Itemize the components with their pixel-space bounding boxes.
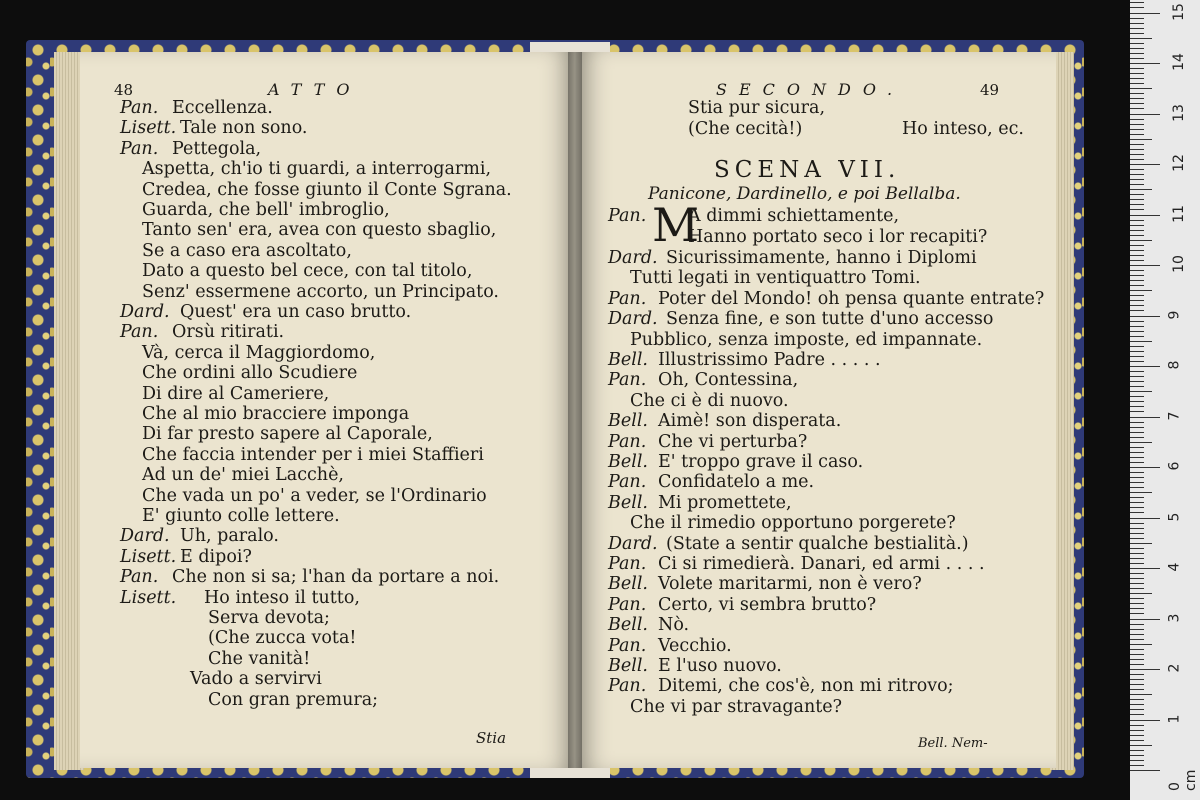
verse-line: Ho inteso, ec. (902, 119, 1024, 139)
speaker: Pan. (120, 138, 159, 159)
ruler-tick (1130, 371, 1144, 372)
scene-title: SCENA VII. (714, 157, 901, 183)
ruler-tick (1130, 644, 1152, 645)
ruler-tick (1130, 477, 1144, 478)
ruler-tick (1130, 699, 1144, 700)
verse-line: A dimmi schiettamente, (688, 206, 900, 226)
ruler-tick (1130, 593, 1152, 594)
ruler-tick (1130, 225, 1144, 226)
ruler-tick (1130, 73, 1144, 74)
ruler-tick (1130, 154, 1144, 155)
ruler-tick (1130, 204, 1144, 205)
ruler-tick (1130, 265, 1160, 266)
verse-line: Volete maritarmi, non è vero? (658, 574, 922, 595)
speaker: Pan. (608, 635, 647, 656)
ruler-tick (1130, 300, 1144, 301)
ruler-tick (1130, 2, 1144, 3)
ruler-tick (1130, 467, 1160, 468)
ruler-tick (1130, 457, 1144, 458)
ruler-number: 1 (1166, 714, 1183, 723)
verse-line: Ho inteso il tutto, (204, 587, 360, 608)
verse-line: Pubblico, senza imposte, ed impannate. (630, 329, 983, 350)
ruler-tick (1130, 709, 1144, 710)
ruler-tick (1130, 230, 1144, 231)
verse-line: Hanno portato seco i lor recapiti? (688, 227, 988, 247)
verse-line: E l'uso nuovo. (658, 656, 782, 676)
verse-line: Vado a servirvi (190, 669, 322, 690)
ruler-number: 13 (1170, 103, 1187, 122)
ruler-tick (1130, 654, 1144, 655)
ruler-tick (1130, 33, 1144, 34)
ruler-tick (1130, 199, 1144, 200)
verse-line: Ditemi, che cos'è, non mi ritrovo; (658, 676, 954, 697)
left-page (80, 52, 576, 768)
verse-line: Che faccia intender per i miei Staffieri (142, 444, 484, 465)
verse-line: Vecchio. (658, 635, 732, 656)
verse-line: Che vi par stravagante? (630, 696, 842, 717)
page-number: 49 (980, 81, 1000, 99)
ruler-tick (1130, 174, 1144, 175)
ruler-tick (1130, 245, 1144, 246)
ruler-tick (1130, 714, 1144, 715)
verse-line: Di dire al Cameriere, (142, 383, 330, 404)
ruler-tick (1130, 280, 1144, 281)
ruler-tick (1130, 356, 1144, 357)
speaker: Bell. (608, 350, 648, 370)
speaker: Pan. (608, 288, 647, 309)
ruler-tick (1130, 401, 1144, 402)
ruler-tick (1130, 725, 1144, 726)
ruler-tick (1130, 159, 1144, 160)
ruler-tick (1130, 750, 1144, 751)
verse-line: Orsù ritirati. (172, 322, 285, 343)
ruler-tick (1130, 704, 1144, 705)
ruler-tick (1130, 422, 1144, 423)
spine-bottom (530, 768, 610, 778)
ruler-tick (1130, 411, 1144, 412)
ruler-tick (1130, 538, 1144, 539)
ruler-number: 5 (1166, 512, 1183, 521)
speaker: Pan. (120, 567, 159, 588)
ruler-tick (1130, 63, 1160, 64)
verse-line: Certo, vi sembra brutto? (658, 594, 877, 615)
catchword: Bell. Nem- (918, 736, 988, 751)
ruler-tick (1130, 341, 1152, 342)
ruler-tick (1130, 361, 1144, 362)
speaker: Lisett. (120, 587, 177, 608)
ruler-tick (1130, 68, 1144, 69)
ruler-tick (1130, 583, 1144, 584)
gutter-shadow (568, 52, 582, 768)
ruler-tick (1130, 518, 1160, 519)
ruler-tick (1130, 28, 1144, 29)
ruler-number: 7 (1166, 411, 1183, 420)
ruler-tick (1130, 209, 1144, 210)
ruler-tick (1130, 53, 1144, 54)
ruler-tick (1130, 568, 1160, 569)
ruler-tick (1130, 578, 1144, 579)
ruler-tick (1130, 482, 1144, 483)
verse-line: Và, cerca il Maggiordomo, (142, 342, 376, 363)
speaker: Pan. (608, 206, 647, 226)
ruler-tick (1130, 598, 1144, 599)
ruler-tick (1130, 563, 1144, 564)
ruler-tick (1130, 664, 1144, 665)
ruler-tick (1130, 720, 1160, 721)
verse-line: (State a sentir qualche bestialità.) (666, 533, 969, 554)
ruler-tick (1130, 417, 1160, 418)
ruler-tick (1130, 88, 1152, 89)
speaker: Dard. (608, 248, 658, 268)
ruler-number: 3 (1166, 613, 1183, 622)
ruler-tick (1130, 38, 1152, 39)
verse-line: Che non si sa; l'han da portare a noi. (172, 567, 500, 588)
ruler-tick (1130, 528, 1144, 529)
ruler-tick (1130, 7, 1144, 8)
verse-line: E' troppo grave il caso. (658, 452, 864, 472)
ruler-tick (1130, 235, 1144, 236)
ruler-tick (1130, 512, 1144, 513)
measuring-ruler (1130, 0, 1200, 800)
ruler-tick (1130, 447, 1144, 448)
ruler-tick (1130, 406, 1144, 407)
ruler-tick (1130, 103, 1144, 104)
verse-line: Che vanità! (208, 648, 311, 669)
ruler-tick (1130, 285, 1144, 286)
verse-line: Stia pur sicura, (688, 98, 826, 118)
ruler-number: 12 (1170, 154, 1187, 172)
verse-line: Senza fine, e son tutte d'uno accesso (666, 309, 994, 330)
ruler-tick (1130, 144, 1144, 145)
ruler-tick (1130, 588, 1144, 589)
ruler-tick (1130, 134, 1144, 135)
ruler-tick (1130, 93, 1144, 94)
speaker: Pan. (608, 431, 647, 452)
speaker: Dard. (120, 526, 170, 547)
ruler-tick (1130, 619, 1160, 620)
speaker: Pan. (608, 370, 647, 391)
verse-line: Oh, Contessina, (658, 370, 799, 391)
ruler-tick (1130, 351, 1144, 352)
ruler-tick (1130, 119, 1144, 120)
ruler-tick (1130, 740, 1144, 741)
verse-line: Uh, paralo. (180, 526, 279, 547)
ruler-tick (1130, 310, 1144, 311)
ruler-tick (1130, 220, 1144, 221)
ruler-tick (1130, 149, 1144, 150)
speaker: Bell. (608, 492, 648, 513)
verse-line: Nò. (658, 615, 690, 636)
ruler-tick (1130, 492, 1152, 493)
ruler-tick (1130, 366, 1160, 367)
ruler-tick (1130, 316, 1160, 317)
ruler-tick (1130, 497, 1144, 498)
ruler-unit-label: 0 cm (1167, 769, 1199, 791)
verse-line: Che ci è di nuovo. (630, 390, 789, 411)
speaker: Pan. (608, 676, 647, 697)
ruler-tick (1130, 735, 1144, 736)
verse-line: Confidatelo a me. (658, 472, 815, 493)
ruler-tick (1130, 523, 1144, 524)
ruler-tick (1130, 194, 1144, 195)
ruler-tick (1130, 553, 1144, 554)
catchword: Stia (476, 729, 507, 747)
ruler-tick (1130, 760, 1144, 761)
ruler-tick (1130, 295, 1144, 296)
verse-line: Che il rimedio opportuno porgerete? (630, 513, 956, 534)
ruler-tick (1130, 139, 1152, 140)
verse-line: Che vi perturba? (658, 431, 808, 452)
speaker: Bell. (608, 411, 648, 432)
verse-line: Aspetta, ch'io ti guardi, a interrogarmi, (142, 159, 492, 180)
verse-line: Serva devota; (208, 608, 330, 628)
ruler-tick (1130, 689, 1144, 690)
verse-line: Credea, che fosse giunto il Conte Sgrana. (142, 179, 512, 200)
speaker: Dard. (608, 533, 658, 554)
ruler-tick (1130, 629, 1144, 630)
speaker: Bell. (608, 452, 648, 472)
verse-line: (Che cecità!) (688, 119, 803, 139)
speaker: Lisett. (120, 118, 177, 139)
ruler-tick (1130, 487, 1144, 488)
ruler-tick (1130, 184, 1144, 185)
ruler-tick (1130, 507, 1144, 508)
ruler-tick (1130, 164, 1160, 165)
verse-line: Tutti legati in ventiquattro Tomi. (630, 268, 921, 289)
speaker: Pan. (120, 322, 159, 343)
ruler-tick (1130, 336, 1144, 337)
ruler-tick (1130, 48, 1144, 49)
ruler-tick (1130, 326, 1144, 327)
ruler-tick (1130, 215, 1160, 216)
verse-line: Che ordini allo Scudiere (142, 363, 358, 384)
verse-line: Ad un de' miei Lacchè, (142, 465, 344, 486)
speaker: Bell. (608, 615, 648, 636)
page-number: 48 (114, 81, 134, 99)
ruler-tick (1130, 502, 1144, 503)
ruler-tick (1130, 275, 1144, 276)
ruler-tick (1130, 603, 1144, 604)
ruler-tick (1130, 694, 1152, 695)
verse-line: Con gran premura; (208, 689, 379, 710)
verse-line: Mi promettete, (658, 492, 792, 513)
verse-line: E' giunto colle lettere. (142, 506, 340, 526)
ruler-tick (1130, 386, 1144, 387)
verse-line: (Che zucca vota! (208, 628, 357, 649)
ruler-tick (1130, 376, 1144, 377)
ruler-tick (1130, 639, 1144, 640)
ruler-tick (1130, 169, 1144, 170)
speaker: Pan. (608, 554, 647, 574)
ruler-tick (1130, 684, 1144, 685)
ruler-tick (1130, 755, 1144, 756)
ruler-tick (1130, 437, 1144, 438)
ruler-tick (1130, 114, 1160, 115)
verse-line: Ci si rimedierà. Danari, ed armi . . . . (658, 554, 985, 574)
ruler-number: 2 (1166, 663, 1183, 673)
ruler-tick (1130, 98, 1144, 99)
ruler-number: 10 (1170, 255, 1187, 273)
ruler-tick (1130, 548, 1144, 549)
ruler-tick (1130, 321, 1144, 322)
ruler-tick (1130, 381, 1144, 382)
verse-line: Dato a questo bel cece, con tal titolo, (142, 261, 473, 282)
verse-line: Eccellenza. (172, 98, 273, 118)
ruler-tick (1130, 305, 1144, 306)
speaker: Dard. (608, 309, 658, 330)
ruler-tick (1130, 250, 1144, 251)
ruler-tick (1130, 679, 1144, 680)
ruler-tick (1130, 608, 1144, 609)
ruler-tick (1130, 659, 1144, 660)
ruler-tick (1130, 290, 1152, 291)
scene-cast: Panicone, Dardinello, e poi Bellalba. (648, 184, 961, 204)
ruler-tick (1130, 43, 1144, 44)
speaker: Bell. (608, 656, 648, 676)
verse-line: Aimè! son disperata. (658, 411, 842, 432)
right-page (576, 52, 1056, 768)
ruler-tick (1130, 129, 1144, 130)
ruler-number: 14 (1170, 53, 1187, 71)
verse-line: Che al mio bracciere imponga (142, 404, 410, 424)
running-head: ATTO (268, 80, 362, 99)
ruler-number: 9 (1166, 310, 1183, 319)
ruler-tick (1130, 260, 1144, 261)
ruler-tick (1130, 543, 1152, 544)
speaker: Dard. (120, 302, 170, 322)
verse-line: Di far presto sapere al Caporale, (142, 424, 433, 445)
ruler-tick (1130, 179, 1144, 180)
ruler-tick (1130, 649, 1144, 650)
verse-line: E dipoi? (180, 546, 252, 567)
verse-line: Pettegola, (172, 138, 262, 159)
ruler-tick (1130, 83, 1144, 84)
ruler-tick (1130, 108, 1144, 109)
ruler-tick (1130, 442, 1152, 443)
verse-line: Che vada un po' a veder, se l'Ordinario (142, 485, 487, 506)
ruler-number: 8 (1166, 360, 1183, 370)
ruler-tick (1130, 624, 1144, 625)
ruler-tick (1130, 745, 1152, 746)
ruler-tick (1130, 472, 1144, 473)
ruler-number: 15 (1170, 2, 1187, 21)
ruler-tick (1130, 558, 1144, 559)
ruler-tick (1130, 765, 1144, 766)
verse-line: Se a caso era ascoltato, (142, 240, 352, 261)
ruler-number: 4 (1166, 562, 1183, 572)
ruler-tick (1130, 613, 1144, 614)
ruler-tick (1130, 674, 1144, 675)
ruler-tick (1130, 573, 1144, 574)
ruler-tick (1130, 427, 1144, 428)
speaker: Lisett. (120, 546, 177, 567)
ruler-tick (1130, 124, 1144, 125)
ruler-tick (1130, 396, 1144, 397)
verse-line: Illustrissimo Padre . . . . . (658, 350, 881, 370)
ruler-tick (1130, 270, 1144, 271)
ruler-tick (1130, 462, 1144, 463)
ruler-tick (1130, 78, 1144, 79)
speaker: Pan. (120, 98, 159, 118)
speaker: Pan. (608, 594, 647, 615)
ruler-tick (1130, 58, 1144, 59)
ruler-tick (1130, 18, 1144, 19)
drop-cap: M (652, 198, 700, 252)
verse-line: Poter del Mondo! oh pensa quante entrate? (658, 288, 1045, 309)
ruler-number: 11 (1170, 204, 1187, 223)
ruler-number: 6 (1166, 461, 1183, 471)
ruler-tick (1130, 23, 1144, 24)
ruler-tick (1130, 730, 1144, 731)
verse-line: Tale non sono. (180, 118, 308, 139)
running-head: SECONDO. (716, 80, 905, 99)
verse-line: Guarda, che bell' imbroglio, (142, 200, 390, 220)
verse-line: Quest' era un caso brutto. (180, 302, 412, 322)
spine-top (530, 42, 610, 52)
speaker: Pan. (608, 472, 647, 493)
ruler-tick (1130, 331, 1144, 332)
ruler-tick (1130, 240, 1152, 241)
ruler-tick (1130, 770, 1160, 771)
ruler-tick (1130, 391, 1152, 392)
ruler-tick (1130, 669, 1160, 670)
verse-line: Tanto sen' era, avea con questo sbaglio, (142, 220, 497, 241)
ruler-tick (1130, 432, 1144, 433)
speaker: Bell. (608, 574, 648, 595)
ruler-tick (1130, 189, 1152, 190)
ruler-tick (1130, 452, 1144, 453)
ruler-tick (1130, 634, 1144, 635)
ruler-tick (1130, 533, 1144, 534)
verse-line: Senz' essermene accorto, un Principato. (142, 281, 499, 302)
ruler-tick (1130, 346, 1144, 347)
ruler-tick (1130, 13, 1160, 14)
ruler-tick (1130, 255, 1144, 256)
verse-line: Sicurissimamente, hanno i Diplomi (666, 248, 977, 268)
